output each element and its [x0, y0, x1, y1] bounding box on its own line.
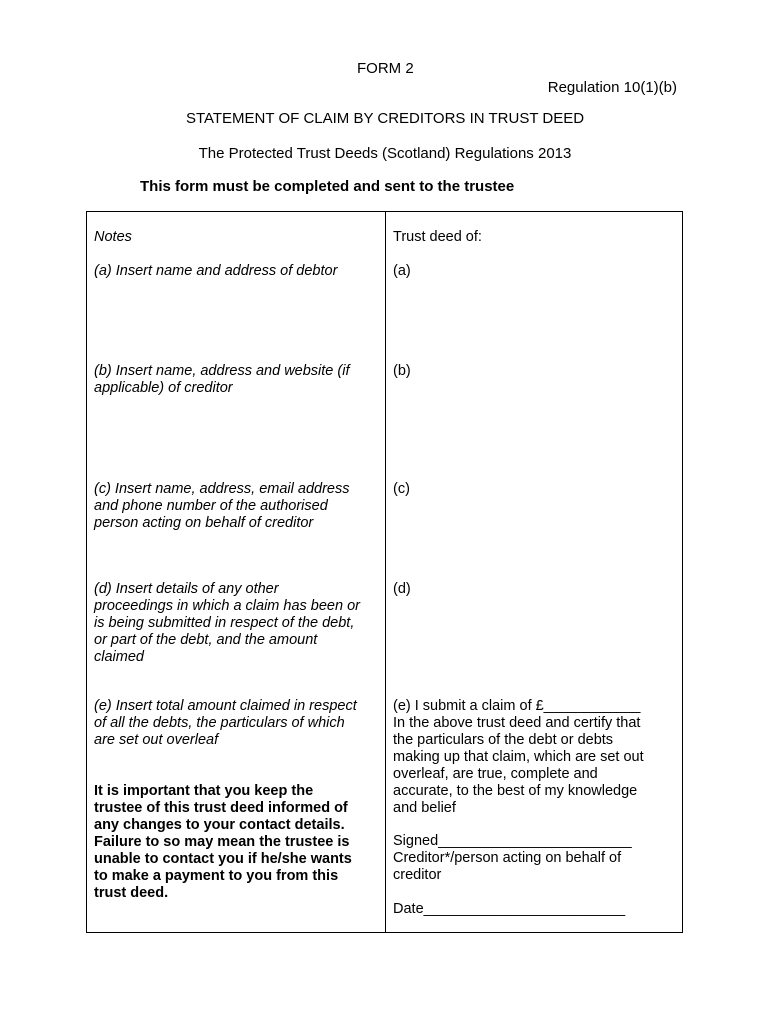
notes-heading: Notes — [94, 229, 132, 245]
field-d-proceedings[interactable]: (d) — [393, 581, 411, 597]
form-instruction: This form must be completed and sent to the trustee — [140, 178, 515, 195]
field-c-authorised-person[interactable]: (c) — [393, 481, 410, 497]
note-b: (b) Insert name, address and website (if applicable) of creditor — [94, 363, 350, 396]
field-a-debtor[interactable]: (a) — [393, 263, 411, 279]
regulation-reference: Regulation 10(1)(b) — [547, 79, 677, 96]
form-title: STATEMENT OF CLAIM BY CREDITORS IN TRUST DEED — [185, 110, 585, 127]
signature-field[interactable]: Signed________________________ Creditor*/person acting on behalf of creditor — [393, 833, 632, 883]
note-a: (a) Insert name and address of debtor — [94, 263, 338, 279]
claim-form-table — [86, 211, 683, 933]
form-subtitle: The Protected Trust Deeds (Scotland) Regulations 2013 — [198, 145, 572, 162]
field-e-claim-statement[interactable]: (e) I submit a claim of £____________ In the above trust deed and certify that the particulars of the debt or debts making up that claim, which are set out overleaf, are true, complete and accurate, to the best of my knowledge and belief — [393, 698, 644, 816]
note-c: (c) Insert name, address, email address and phone number of the authorised person acting on behalf of creditor — [94, 481, 350, 531]
trust-deed-heading: Trust deed of: — [393, 229, 482, 245]
important-notice: It is important that you keep the trustee of this trust deed informed of any changes to your contact details. Failure to so may mean the trustee is unable to contact you if he/she wants to make a payment to you from this trust deed. — [94, 783, 352, 901]
form-number: FORM 2 — [357, 60, 414, 77]
column-divider — [385, 212, 386, 932]
note-d: (d) Insert details of any other proceedings in which a claim has been or is being submitted in respect of the debt, or part of the debt, and the amount claimed — [94, 581, 360, 665]
field-b-creditor[interactable]: (b) — [393, 363, 411, 379]
note-e: (e) Insert total amount claimed in respect of all the debts, the particulars of which are set out overleaf — [94, 698, 357, 748]
date-field[interactable]: Date_________________________ — [393, 901, 626, 917]
